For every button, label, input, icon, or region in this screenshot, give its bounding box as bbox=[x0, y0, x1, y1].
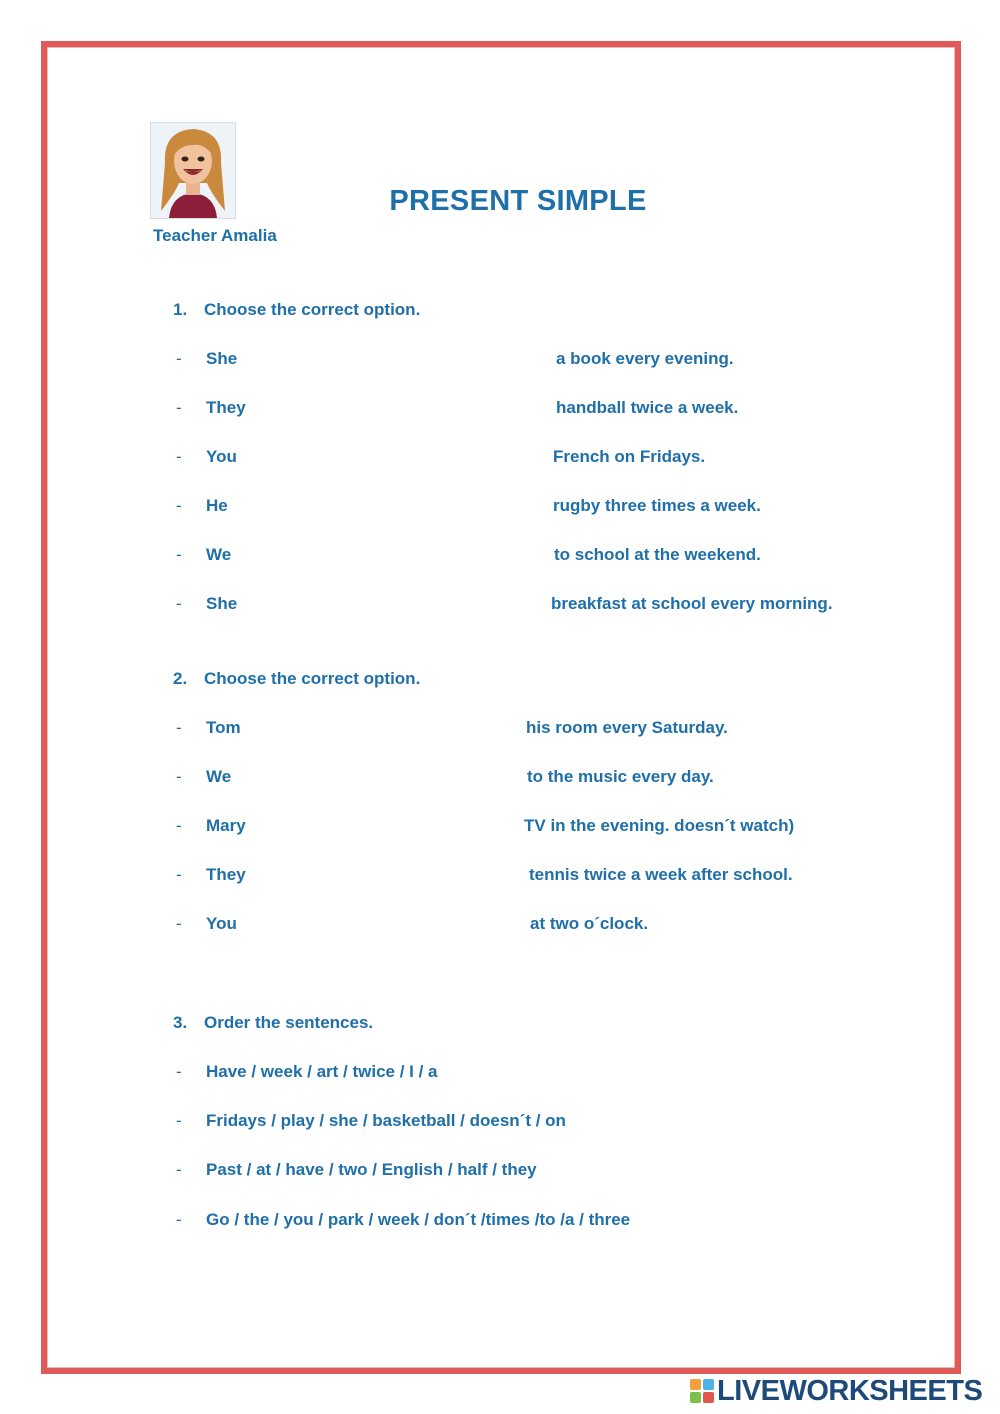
scrambled-sentence: Have / week / art / twice / I / a bbox=[206, 1062, 438, 1081]
bullet-dash: - bbox=[176, 545, 182, 564]
item-subject: They bbox=[206, 865, 246, 884]
item-completion: breakfast at school every morning. bbox=[551, 594, 833, 613]
item-completion: to school at the weekend. bbox=[554, 545, 761, 564]
item-completion: a book every evening. bbox=[556, 349, 734, 368]
scrambled-sentence: Go / the / you / park / week / don´t /times /to /a / three bbox=[206, 1210, 631, 1229]
bullet-dash: - bbox=[176, 1210, 182, 1229]
liveworksheets-watermark bbox=[690, 1373, 982, 1409]
bullet-dash: - bbox=[176, 914, 182, 933]
item-subject: Tom bbox=[206, 718, 241, 737]
bullet-dash: - bbox=[176, 1111, 182, 1130]
item-completion: rugby three times a week. bbox=[553, 496, 761, 515]
section2-instruction: Choose the correct option. bbox=[204, 669, 421, 688]
section3-number: 3. bbox=[173, 1013, 188, 1032]
bullet-dash: - bbox=[176, 594, 182, 613]
section2-number: 2. bbox=[173, 669, 188, 688]
item-subject: You bbox=[206, 914, 237, 933]
scrambled-sentence: Fridays / play / she / basketball / doesn´t / on bbox=[206, 1111, 566, 1130]
item-subject: We bbox=[206, 767, 232, 786]
item-completion: to the music every day. bbox=[527, 767, 714, 786]
bullet-dash: - bbox=[176, 865, 182, 884]
item-subject: She bbox=[206, 594, 238, 613]
bullet-dash: - bbox=[176, 816, 182, 835]
bullet-dash: - bbox=[176, 718, 182, 737]
bullet-dash: - bbox=[176, 349, 182, 368]
scrambled-sentence: Past / at / have / two / English / half / they bbox=[206, 1160, 537, 1179]
item-subject: They bbox=[206, 398, 246, 417]
bullet-dash: - bbox=[176, 398, 182, 417]
section1-number: 1. bbox=[173, 300, 188, 319]
section1-heading bbox=[173, 300, 420, 320]
item-completion: handball twice a week. bbox=[556, 398, 739, 417]
bullet-dash: - bbox=[176, 447, 182, 466]
bullet-dash: - bbox=[176, 1062, 182, 1081]
item-completion: French on Fridays. bbox=[553, 447, 706, 466]
bullet-dash: - bbox=[176, 767, 182, 786]
liveworksheets-logo-icon bbox=[690, 1379, 714, 1403]
item-subject: He bbox=[206, 496, 228, 515]
page-title: PRESENT SIMPLE bbox=[389, 185, 647, 217]
section3-instruction: Order the sentences. bbox=[204, 1013, 374, 1032]
section3-heading bbox=[173, 1013, 373, 1033]
item-subject: You bbox=[206, 447, 237, 466]
section1-instruction: Choose the correct option. bbox=[204, 300, 421, 319]
item-completion: tennis twice a week after school. bbox=[529, 865, 793, 884]
item-subject: Mary bbox=[206, 816, 246, 835]
bullet-dash: - bbox=[176, 496, 182, 515]
section2-heading bbox=[173, 669, 420, 689]
item-completion: at two o´clock. bbox=[530, 914, 649, 933]
item-completion: his room every Saturday. bbox=[526, 718, 728, 737]
item-completion: TV in the evening. doesn´t watch) bbox=[524, 816, 795, 835]
teacher-name: Teacher Amalia bbox=[153, 226, 277, 245]
watermark-text: LIVEWORKSHEETS bbox=[717, 1374, 983, 1407]
bullet-dash: - bbox=[176, 1160, 182, 1179]
item-subject: We bbox=[206, 545, 232, 564]
item-subject: She bbox=[206, 349, 238, 368]
